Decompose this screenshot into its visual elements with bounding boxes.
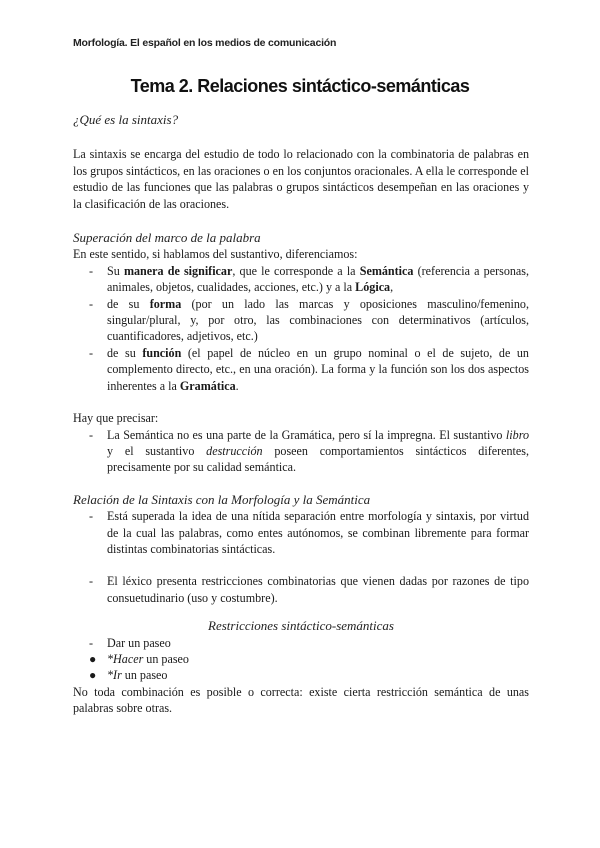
list-sustantivo: [73, 263, 529, 394]
text-span: .: [235, 378, 239, 393]
text-span: de su: [107, 345, 143, 360]
dash-marker: -: [89, 635, 94, 650]
section-heading-sintaxis: ¿Qué es la sintaxis?: [73, 112, 179, 127]
dash-marker: -: [89, 574, 94, 589]
paragraph-sintaxis: La sintaxis se encarga del estudio de todo lo relacionado con la combinatoria de palabras en los grupos sintácticos, en las oraciones o en los conjuntos oracionales. A ella le corresponde el estudio de las funciones que las palabras o grupos sintácticos desempeñan en las oraciones y la clasificación de las oraciones.: [73, 147, 529, 211]
text-span: Dar un paseo: [107, 635, 171, 650]
italic-term: libro: [505, 427, 529, 442]
text-span: un paseo: [143, 651, 189, 666]
dash-marker: -: [89, 296, 94, 311]
bold-term: forma: [149, 296, 182, 311]
text-span: La Semántica no es una parte de la Gramática, pero sí la impregna. El sustantivo: [107, 427, 506, 442]
bullet-marker: ●: [89, 651, 97, 666]
document-body: [73, 112, 529, 717]
text-span: poseen comportamientos sintácticos diferentes, precisamente por su calidad semántica.: [107, 443, 529, 475]
text-span: y el sustantivo: [107, 443, 207, 458]
italic-term: *Ir: [107, 668, 122, 683]
text-span: El léxico presenta restricciones combinatorias que vienen dadas por razones de tipo consuetudinario (uso y costumbre).: [107, 574, 529, 605]
list-ejemplos: [73, 635, 529, 684]
list-item: [73, 263, 529, 296]
list-item: [73, 651, 529, 667]
list-item: [73, 508, 529, 557]
text-span: un paseo: [121, 668, 168, 683]
list-item: [73, 296, 529, 345]
list-item: [73, 635, 529, 651]
bold-term: función: [142, 345, 182, 360]
sub-heading-restricciones: Restricciones sintáctico-semánticas: [208, 618, 394, 634]
dash-marker: -: [89, 427, 94, 442]
bold-term: Semántica: [359, 263, 414, 278]
bold-term: Gramática: [179, 378, 236, 393]
paragraph-precisar: Hay que precisar:: [73, 411, 159, 426]
list-item: [73, 345, 529, 394]
italic-term: destrucción: [206, 443, 263, 458]
list-item: [73, 427, 529, 476]
text-span: de su: [107, 296, 150, 311]
page-title: Tema 2. Relaciones sintáctico-semánticas: [130, 76, 470, 96]
list-item: [73, 573, 529, 606]
bold-term: manera de significar: [123, 263, 233, 278]
text-span: , que le corresponde a la: [232, 263, 360, 278]
text-span: ,: [390, 280, 394, 295]
bold-term: Lógica: [355, 280, 391, 295]
dash-marker: -: [89, 345, 94, 360]
list-precisar: [73, 427, 529, 476]
text-span: (el papel de núcleo en un grupo nominal o el de sujeto, de un complemento directo, etc., en una oración). La forma y la función son los dos aspectos inherentes a la: [107, 345, 529, 393]
text-span: Está superada la idea de una nítida separación entre morfología y sintaxis, por virtud de la cual las palabras, como entes autónomos, se combinan libremente para formar distintas combinatorias sintácticas.: [107, 509, 529, 556]
list-item: [73, 667, 529, 683]
section-heading-marco-palabra: Superación del marco de la palabra: [73, 230, 261, 246]
italic-term: *Hacer: [107, 651, 144, 666]
section-heading-relacion: Relación de la Sintaxis con la Morfología y la Semántica: [73, 491, 371, 507]
bullet-marker: ●: [89, 668, 97, 683]
paragraph-intro-sustantivo: En este sentido, si hablamos del sustantivo, diferenciamos:: [73, 247, 358, 262]
text-span: (por un lado las marcas y oposiciones masculino/femenino, singular/plural, y, por otro, las combinaciones con determinativos (artículos, cuantificadores, adjetivos, etc.): [107, 296, 529, 344]
dash-marker: -: [89, 263, 94, 278]
paragraph-closing: No toda combinación es posible o correcta: existe cierta restricción semántica de unas palabras sobre otras.: [73, 684, 529, 716]
text-span: Su: [107, 263, 124, 278]
text-span: (referencia a personas, animales, objetos, cualidades, acciones, etc.) y a la: [107, 263, 530, 295]
list-relacion: [73, 508, 529, 606]
running-header: Morfología. El español en los medios de comunicación: [73, 37, 337, 49]
dash-marker: -: [89, 509, 94, 524]
